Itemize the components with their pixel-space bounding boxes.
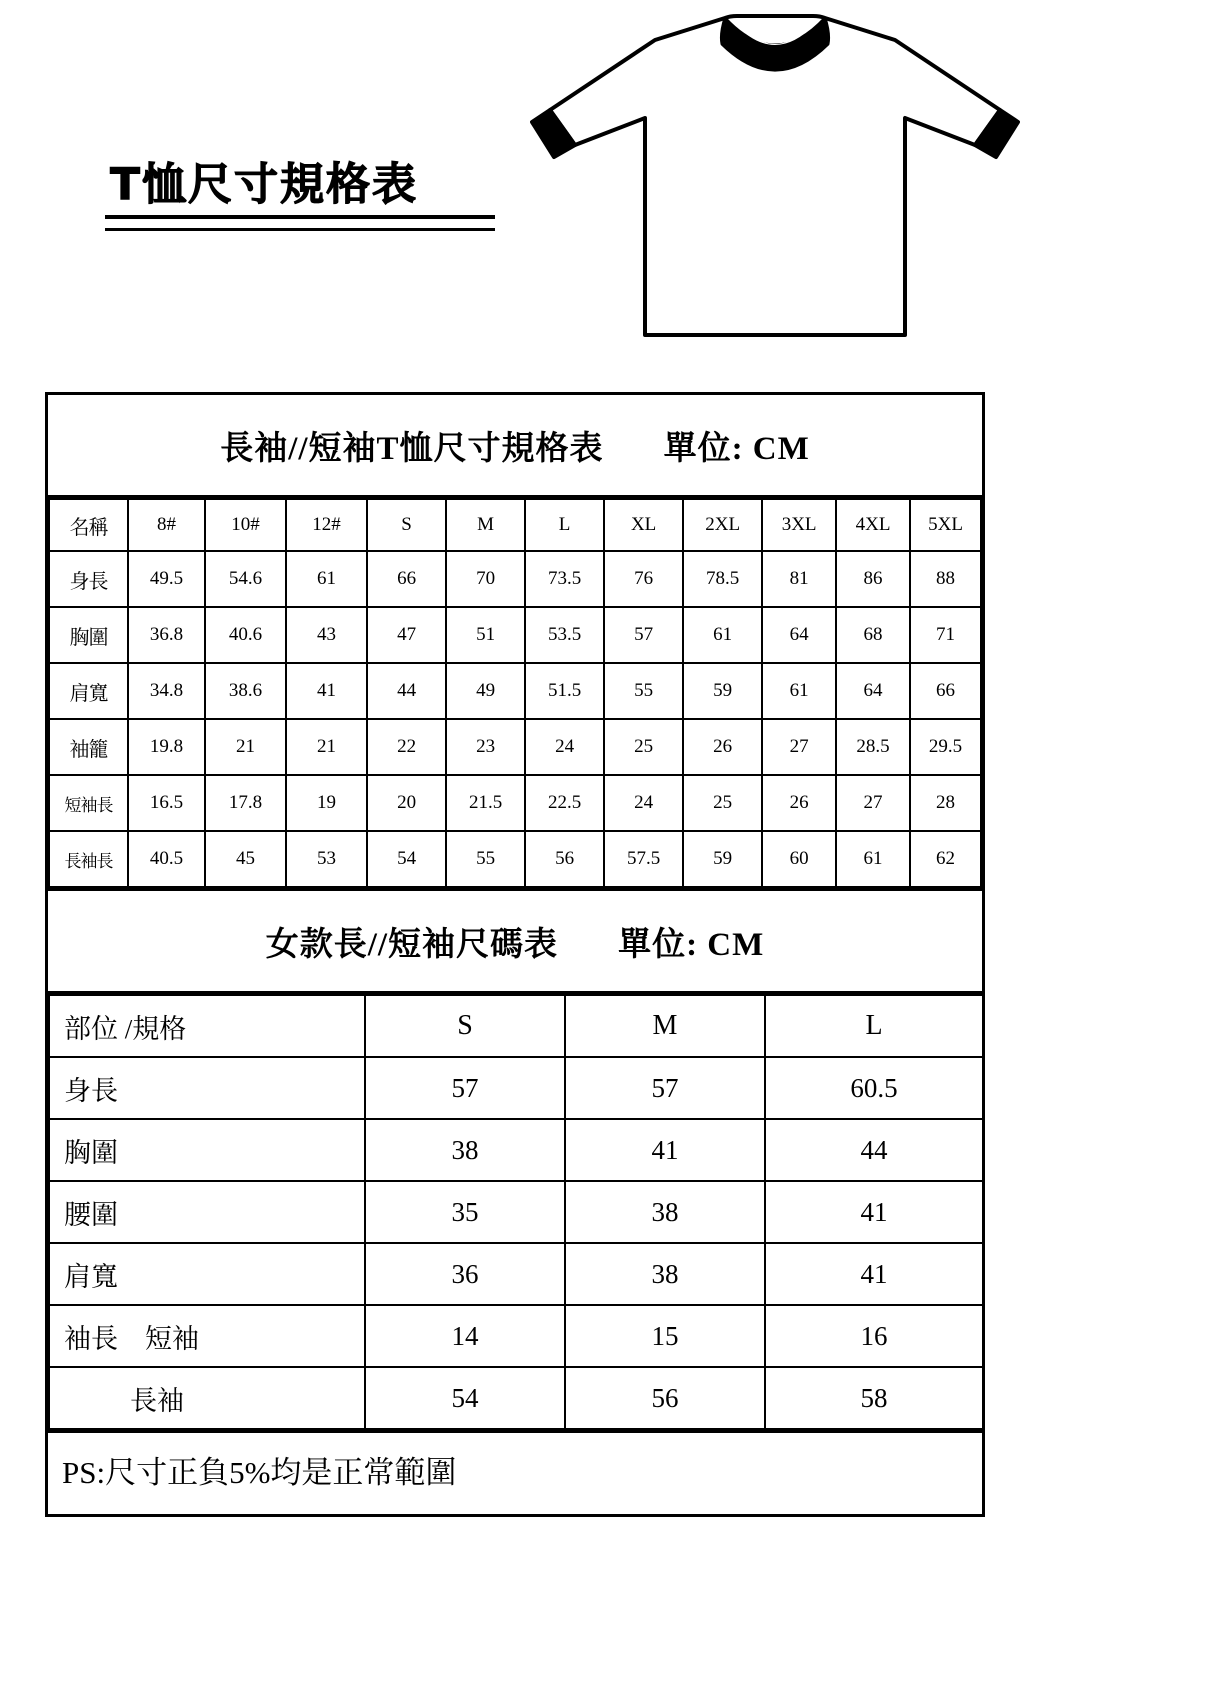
men-row-0-label: 身長 xyxy=(49,551,128,607)
women-size-table xyxy=(48,994,984,1430)
men-cell-3-8: 27 xyxy=(762,719,836,775)
men-cell-4-10: 28 xyxy=(910,775,981,831)
women-cell-0-1: 57 xyxy=(565,1057,765,1119)
women-cell-1-2: 44 xyxy=(765,1119,983,1181)
table-row-header xyxy=(49,499,981,551)
men-col-4: S xyxy=(367,499,446,551)
table-row xyxy=(49,775,981,831)
men-cell-1-1: 40.6 xyxy=(205,607,286,663)
men-cell-3-2: 21 xyxy=(286,719,367,775)
men-cell-1-9: 68 xyxy=(836,607,910,663)
men-cell-5-1: 45 xyxy=(205,831,286,887)
women-row-0-label: 身長 xyxy=(49,1057,365,1119)
women-row-5-label: 長袖 xyxy=(49,1367,365,1429)
men-cell-3-4: 23 xyxy=(446,719,525,775)
women-cell-2-1: 38 xyxy=(565,1181,765,1243)
men-cell-1-5: 53.5 xyxy=(525,607,604,663)
page-title: T恤尺寸規格表 xyxy=(110,159,419,210)
men-cell-2-10: 66 xyxy=(910,663,981,719)
men-col-2: 10# xyxy=(205,499,286,551)
women-cell-0-0: 57 xyxy=(365,1057,565,1119)
table-row xyxy=(49,1243,983,1305)
men-cell-0-0: 49.5 xyxy=(128,551,205,607)
women-cell-2-2: 41 xyxy=(765,1181,983,1243)
men-cell-5-2: 53 xyxy=(286,831,367,887)
men-cell-2-6: 55 xyxy=(604,663,683,719)
men-cell-0-6: 76 xyxy=(604,551,683,607)
men-cell-1-7: 61 xyxy=(683,607,762,663)
t-shirt-icon xyxy=(530,10,1020,350)
men-cell-4-7: 25 xyxy=(683,775,762,831)
men-col-1: 8# xyxy=(128,499,205,551)
men-cell-4-3: 20 xyxy=(367,775,446,831)
table-row xyxy=(49,1057,983,1119)
men-cell-5-5: 56 xyxy=(525,831,604,887)
men-cell-2-2: 41 xyxy=(286,663,367,719)
men-cell-0-9: 86 xyxy=(836,551,910,607)
men-heading-unit: 單位: CM xyxy=(663,430,810,467)
men-cell-0-8: 81 xyxy=(762,551,836,607)
men-section-heading xyxy=(48,395,982,495)
men-cell-2-9: 64 xyxy=(836,663,910,719)
women-cell-3-0: 36 xyxy=(365,1243,565,1305)
women-heading-unit: 單位: CM xyxy=(618,926,765,963)
men-cell-5-4: 55 xyxy=(446,831,525,887)
men-heading-text: 長袖//短袖T恤尺寸規格表 xyxy=(220,430,604,467)
men-cell-0-1: 54.6 xyxy=(205,551,286,607)
men-cell-3-6: 25 xyxy=(604,719,683,775)
men-row-4-label: 短袖長 xyxy=(49,775,128,831)
ps-note: PS:尺寸正負5%均是正常範圍 xyxy=(62,1455,457,1490)
men-cell-3-5: 24 xyxy=(525,719,604,775)
men-cell-2-7: 59 xyxy=(683,663,762,719)
women-cell-1-0: 38 xyxy=(365,1119,565,1181)
men-size-table xyxy=(48,498,982,888)
women-col-0: 部位 /規格 xyxy=(49,995,365,1057)
women-col-1: S xyxy=(365,995,565,1057)
men-cell-0-3: 66 xyxy=(367,551,446,607)
men-cell-5-9: 61 xyxy=(836,831,910,887)
men-cell-3-10: 29.5 xyxy=(910,719,981,775)
men-row-5-label: 長袖長 xyxy=(49,831,128,887)
women-cell-4-1: 15 xyxy=(565,1305,765,1367)
men-cell-5-6: 57.5 xyxy=(604,831,683,887)
men-cell-3-9: 28.5 xyxy=(836,719,910,775)
men-cell-1-3: 47 xyxy=(367,607,446,663)
men-cell-3-1: 21 xyxy=(205,719,286,775)
table-row xyxy=(49,663,981,719)
men-cell-2-4: 49 xyxy=(446,663,525,719)
men-cell-3-7: 26 xyxy=(683,719,762,775)
men-cell-2-8: 61 xyxy=(762,663,836,719)
men-cell-0-4: 70 xyxy=(446,551,525,607)
men-row-2-label: 肩寬 xyxy=(49,663,128,719)
table-row xyxy=(49,1181,983,1243)
women-cell-1-1: 41 xyxy=(565,1119,765,1181)
table-row xyxy=(49,1305,983,1367)
men-row-3-label: 袖籠 xyxy=(49,719,128,775)
men-cell-4-0: 16.5 xyxy=(128,775,205,831)
men-cell-0-5: 73.5 xyxy=(525,551,604,607)
women-cell-5-0: 54 xyxy=(365,1367,565,1429)
women-row-4-label: 袖長 短袖 xyxy=(49,1305,365,1367)
men-cell-5-3: 54 xyxy=(367,831,446,887)
men-col-3: 12# xyxy=(286,499,367,551)
men-cell-1-4: 51 xyxy=(446,607,525,663)
table-row xyxy=(49,831,981,887)
title-underline-top xyxy=(105,215,495,219)
women-cell-5-2: 58 xyxy=(765,1367,983,1429)
men-cell-0-10: 88 xyxy=(910,551,981,607)
men-cell-5-0: 40.5 xyxy=(128,831,205,887)
women-cell-5-1: 56 xyxy=(565,1367,765,1429)
men-cell-2-3: 44 xyxy=(367,663,446,719)
men-cell-4-6: 24 xyxy=(604,775,683,831)
men-cell-2-1: 38.6 xyxy=(205,663,286,719)
men-cell-1-0: 36.8 xyxy=(128,607,205,663)
men-cell-4-2: 19 xyxy=(286,775,367,831)
table-row xyxy=(49,551,981,607)
women-cell-3-1: 38 xyxy=(565,1243,765,1305)
women-row-1-label: 胸圍 xyxy=(49,1119,365,1181)
table-row-header xyxy=(49,995,983,1057)
men-row-1-label: 胸圍 xyxy=(49,607,128,663)
men-cell-5-7: 59 xyxy=(683,831,762,887)
men-cell-2-5: 51.5 xyxy=(525,663,604,719)
men-cell-0-7: 78.5 xyxy=(683,551,762,607)
men-cell-2-0: 34.8 xyxy=(128,663,205,719)
women-col-2: M xyxy=(565,995,765,1057)
men-cell-4-4: 21.5 xyxy=(446,775,525,831)
men-cell-5-10: 62 xyxy=(910,831,981,887)
men-cell-3-3: 22 xyxy=(367,719,446,775)
men-col-11: 5XL xyxy=(910,499,981,551)
table-row xyxy=(49,607,981,663)
women-row-2-label: 腰圍 xyxy=(49,1181,365,1243)
men-cell-0-2: 61 xyxy=(286,551,367,607)
men-cell-4-9: 27 xyxy=(836,775,910,831)
men-cell-1-2: 43 xyxy=(286,607,367,663)
women-col-3: L xyxy=(765,995,983,1057)
women-section-heading xyxy=(48,891,982,991)
men-cell-4-8: 26 xyxy=(762,775,836,831)
men-cell-4-5: 22.5 xyxy=(525,775,604,831)
men-cell-1-10: 71 xyxy=(910,607,981,663)
women-row-3-label: 肩寬 xyxy=(49,1243,365,1305)
table-row xyxy=(49,1119,983,1181)
men-cell-3-0: 19.8 xyxy=(128,719,205,775)
men-col-9: 3XL xyxy=(762,499,836,551)
title-underline-bottom xyxy=(105,228,495,231)
men-col-6: L xyxy=(525,499,604,551)
men-col-7: XL xyxy=(604,499,683,551)
women-cell-3-2: 41 xyxy=(765,1243,983,1305)
men-cell-5-8: 60 xyxy=(762,831,836,887)
table-row xyxy=(49,1367,983,1429)
size-spec-box xyxy=(45,392,985,1517)
women-cell-4-0: 14 xyxy=(365,1305,565,1367)
men-col-0: 名稱 xyxy=(49,499,128,551)
women-cell-0-2: 60.5 xyxy=(765,1057,983,1119)
women-cell-4-2: 16 xyxy=(765,1305,983,1367)
table-row xyxy=(49,719,981,775)
women-cell-2-0: 35 xyxy=(365,1181,565,1243)
men-col-5: M xyxy=(446,499,525,551)
men-cell-4-1: 17.8 xyxy=(205,775,286,831)
men-cell-1-6: 57 xyxy=(604,607,683,663)
men-cell-1-8: 64 xyxy=(762,607,836,663)
men-col-10: 4XL xyxy=(836,499,910,551)
women-heading-text: 女款長//短袖尺碼表 xyxy=(265,926,559,963)
men-col-8: 2XL xyxy=(683,499,762,551)
